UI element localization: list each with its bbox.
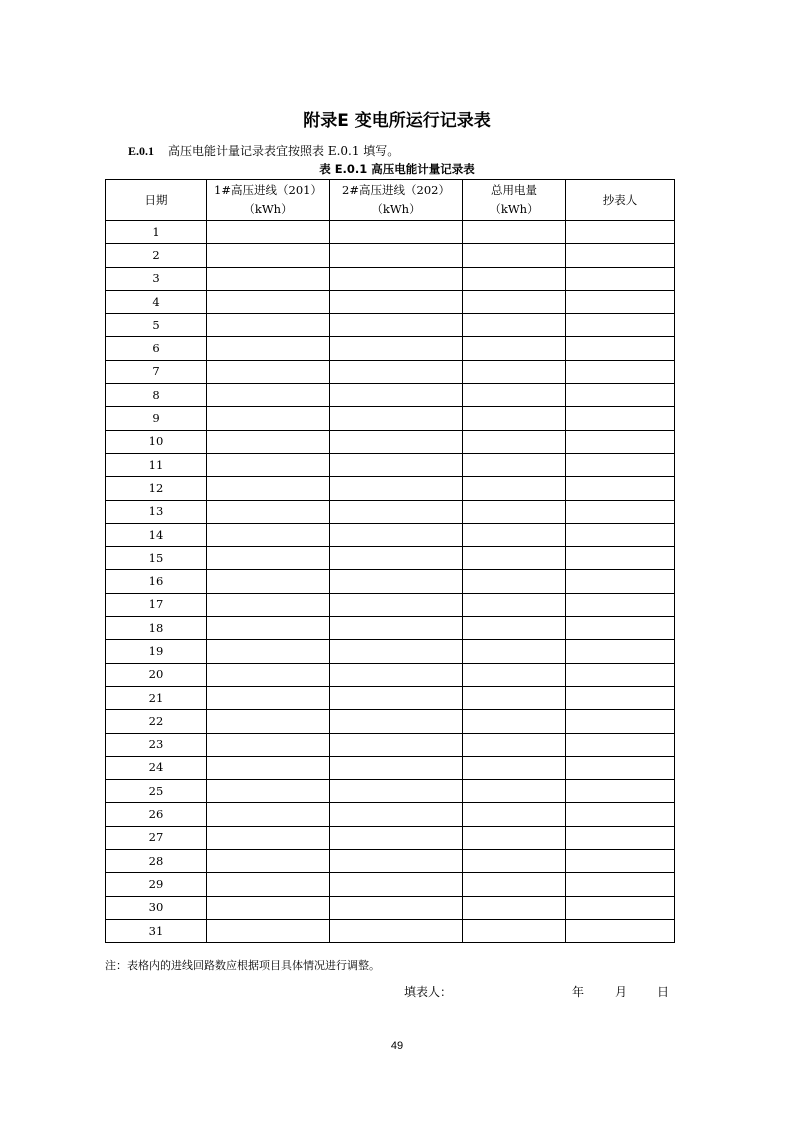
- table-row: [106, 710, 675, 733]
- table-header-row: [106, 180, 675, 221]
- reader-cell[interactable]: [566, 523, 675, 546]
- line2-cell[interactable]: [330, 640, 463, 663]
- total-cell[interactable]: [463, 919, 566, 942]
- table-row: [106, 221, 675, 244]
- table-row: [106, 453, 675, 476]
- line2-cell[interactable]: [330, 803, 463, 826]
- total-cell[interactable]: [463, 337, 566, 360]
- total-cell[interactable]: [463, 780, 566, 803]
- line1-cell[interactable]: [207, 826, 330, 849]
- reader-cell[interactable]: [566, 640, 675, 663]
- page-title: 附录E 变电所运行记录表: [303, 111, 491, 131]
- line1-cell[interactable]: [207, 617, 330, 640]
- table-row: [106, 244, 675, 267]
- day-cell: 27: [106, 826, 207, 849]
- table-row: [106, 686, 675, 709]
- line1-cell[interactable]: [207, 523, 330, 546]
- line1-cell[interactable]: [207, 477, 330, 500]
- line2-cell[interactable]: [330, 570, 463, 593]
- line2-cell[interactable]: [330, 523, 463, 546]
- total-cell[interactable]: [463, 593, 566, 616]
- total-cell[interactable]: [463, 873, 566, 896]
- table-row: [106, 780, 675, 803]
- line1-cell[interactable]: [207, 686, 330, 709]
- line1-cell[interactable]: [207, 407, 330, 430]
- day-cell: 1: [106, 221, 207, 244]
- total-cell[interactable]: [463, 221, 566, 244]
- reader-cell[interactable]: [566, 826, 675, 849]
- line1-cell[interactable]: [207, 640, 330, 663]
- day-cell: 18: [106, 617, 207, 640]
- table-row: [106, 500, 675, 523]
- line1-cell[interactable]: [207, 337, 330, 360]
- year-label: 年: [572, 985, 585, 999]
- reader-cell[interactable]: [566, 547, 675, 570]
- line1-cell[interactable]: [207, 314, 330, 337]
- line1-cell[interactable]: [207, 593, 330, 616]
- line2-cell[interactable]: [330, 314, 463, 337]
- total-cell[interactable]: [463, 430, 566, 453]
- table-row: [106, 850, 675, 873]
- reader-cell[interactable]: [566, 453, 675, 476]
- day-cell: 7: [106, 360, 207, 383]
- line1-cell[interactable]: [207, 733, 330, 756]
- reader-cell[interactable]: [566, 314, 675, 337]
- header-reader: 抄表人: [566, 180, 675, 221]
- day-cell: 6: [106, 337, 207, 360]
- day-cell: 16: [106, 570, 207, 593]
- total-cell[interactable]: [463, 570, 566, 593]
- page-number: 49: [390, 1040, 404, 1052]
- line1-cell[interactable]: [207, 710, 330, 733]
- reader-cell[interactable]: [566, 290, 675, 313]
- line2-cell[interactable]: [330, 384, 463, 407]
- line2-cell[interactable]: [330, 733, 463, 756]
- table-row: [106, 640, 675, 663]
- line2-cell[interactable]: [330, 780, 463, 803]
- reader-cell[interactable]: [566, 710, 675, 733]
- clause-paragraph: [128, 142, 399, 159]
- line2-cell[interactable]: [330, 593, 463, 616]
- line1-cell[interactable]: [207, 430, 330, 453]
- reader-cell[interactable]: [566, 593, 675, 616]
- line2-cell[interactable]: [330, 407, 463, 430]
- filler-label: 填表人：: [404, 985, 453, 999]
- table-row: [106, 663, 675, 686]
- table-row: [106, 407, 675, 430]
- table-row: [106, 896, 675, 919]
- total-cell[interactable]: [463, 384, 566, 407]
- table-row: [106, 803, 675, 826]
- day-cell: 2: [106, 244, 207, 267]
- line1-cell[interactable]: [207, 267, 330, 290]
- day-cell: 24: [106, 756, 207, 779]
- total-cell[interactable]: [463, 290, 566, 313]
- line1-cell[interactable]: [207, 221, 330, 244]
- line2-cell[interactable]: [330, 477, 463, 500]
- total-cell[interactable]: [463, 523, 566, 546]
- table-row: [106, 617, 675, 640]
- line1-cell[interactable]: [207, 873, 330, 896]
- total-cell[interactable]: [463, 896, 566, 919]
- line2-cell[interactable]: [330, 617, 463, 640]
- line2-cell[interactable]: [330, 453, 463, 476]
- table-row: [106, 267, 675, 290]
- day-cell: 8: [106, 384, 207, 407]
- total-cell[interactable]: [463, 850, 566, 873]
- table-row: [106, 570, 675, 593]
- reader-cell[interactable]: [566, 617, 675, 640]
- line1-cell[interactable]: [207, 919, 330, 942]
- table-row: [106, 337, 675, 360]
- reader-cell[interactable]: [566, 756, 675, 779]
- day-cell: 9: [106, 407, 207, 430]
- line2-cell[interactable]: [330, 710, 463, 733]
- line2-cell[interactable]: [330, 430, 463, 453]
- table-row: [106, 430, 675, 453]
- table-row: [106, 733, 675, 756]
- line1-cell[interactable]: [207, 500, 330, 523]
- table-row: [106, 523, 675, 546]
- total-cell[interactable]: [463, 803, 566, 826]
- day-cell: 25: [106, 780, 207, 803]
- total-cell[interactable]: [463, 314, 566, 337]
- line2-cell[interactable]: [330, 756, 463, 779]
- line2-cell[interactable]: [330, 663, 463, 686]
- reader-cell[interactable]: [566, 570, 675, 593]
- total-cell[interactable]: [463, 640, 566, 663]
- reader-cell[interactable]: [566, 430, 675, 453]
- day-cell: 3: [106, 267, 207, 290]
- clause-number: E.0.1: [128, 144, 155, 158]
- day-cell: 29: [106, 873, 207, 896]
- total-cell[interactable]: [463, 244, 566, 267]
- line2-cell[interactable]: [330, 500, 463, 523]
- energy-metering-table: [105, 179, 675, 943]
- header-incoming-line-2: 2#高压进线（202） （kWh）: [330, 180, 463, 221]
- table-row: [106, 547, 675, 570]
- reader-cell[interactable]: [566, 733, 675, 756]
- line1-cell[interactable]: [207, 384, 330, 407]
- table-row: [106, 873, 675, 896]
- reader-cell[interactable]: [566, 384, 675, 407]
- line1-cell[interactable]: [207, 244, 330, 267]
- reader-cell[interactable]: [566, 267, 675, 290]
- line2-cell[interactable]: [330, 337, 463, 360]
- line1-cell[interactable]: [207, 756, 330, 779]
- reader-cell[interactable]: [566, 780, 675, 803]
- table-row: [106, 477, 675, 500]
- day-cell: 28: [106, 850, 207, 873]
- day-cell: 4: [106, 290, 207, 313]
- total-cell[interactable]: [463, 267, 566, 290]
- line2-cell[interactable]: [330, 290, 463, 313]
- total-cell[interactable]: [463, 617, 566, 640]
- line2-cell[interactable]: [330, 360, 463, 383]
- total-cell[interactable]: [463, 756, 566, 779]
- day-cell: 15: [106, 547, 207, 570]
- line1-cell[interactable]: [207, 780, 330, 803]
- line1-cell[interactable]: [207, 453, 330, 476]
- header-date: 日期: [106, 180, 207, 221]
- table-row: [106, 826, 675, 849]
- day-cell: 26: [106, 803, 207, 826]
- day-label: 日: [657, 985, 670, 999]
- total-cell[interactable]: [463, 407, 566, 430]
- total-cell[interactable]: [463, 453, 566, 476]
- day-cell: 31: [106, 919, 207, 942]
- line2-cell[interactable]: [330, 547, 463, 570]
- line2-cell[interactable]: [330, 850, 463, 873]
- line2-cell[interactable]: [330, 896, 463, 919]
- reader-cell[interactable]: [566, 244, 675, 267]
- line1-cell[interactable]: [207, 803, 330, 826]
- reader-cell[interactable]: [566, 360, 675, 383]
- table-row: [106, 360, 675, 383]
- reader-cell[interactable]: [566, 873, 675, 896]
- day-cell: 21: [106, 686, 207, 709]
- header-incoming-line-1: 1#高压进线（201） （kWh）: [207, 180, 330, 221]
- reader-cell[interactable]: [566, 896, 675, 919]
- day-cell: 13: [106, 500, 207, 523]
- day-cell: 23: [106, 733, 207, 756]
- day-cell: 19: [106, 640, 207, 663]
- table-row: [106, 593, 675, 616]
- reader-cell[interactable]: [566, 500, 675, 523]
- line2-cell[interactable]: [330, 686, 463, 709]
- reader-cell[interactable]: [566, 337, 675, 360]
- reader-cell[interactable]: [566, 919, 675, 942]
- table-caption: 表 E.0.1 高压电能计量记录表: [319, 162, 475, 176]
- line1-cell[interactable]: [207, 547, 330, 570]
- line1-cell[interactable]: [207, 290, 330, 313]
- reader-cell[interactable]: [566, 663, 675, 686]
- reader-cell[interactable]: [566, 221, 675, 244]
- day-cell: 14: [106, 523, 207, 546]
- total-cell[interactable]: [463, 360, 566, 383]
- day-cell: 11: [106, 453, 207, 476]
- reader-cell[interactable]: [566, 850, 675, 873]
- table-row: [106, 919, 675, 942]
- line1-cell[interactable]: [207, 360, 330, 383]
- table-note: 注：表格内的进线回路数应根据项目具体情况进行调整。: [105, 959, 380, 972]
- line2-cell[interactable]: [330, 826, 463, 849]
- day-cell: 20: [106, 663, 207, 686]
- line2-cell[interactable]: [330, 919, 463, 942]
- total-cell[interactable]: [463, 733, 566, 756]
- total-cell[interactable]: [463, 710, 566, 733]
- line2-cell[interactable]: [330, 267, 463, 290]
- total-cell[interactable]: [463, 547, 566, 570]
- table-row: [106, 756, 675, 779]
- month-label: 月: [615, 985, 628, 999]
- total-cell[interactable]: [463, 500, 566, 523]
- day-cell: 5: [106, 314, 207, 337]
- day-cell: 17: [106, 593, 207, 616]
- day-cell: 10: [106, 430, 207, 453]
- line1-cell[interactable]: [207, 850, 330, 873]
- day-cell: 22: [106, 710, 207, 733]
- total-cell[interactable]: [463, 477, 566, 500]
- line2-cell[interactable]: [330, 244, 463, 267]
- table-row: [106, 384, 675, 407]
- clause-text: 高压电能计量记录表宜按照表 E.0.1 填写。: [168, 144, 400, 158]
- table-row: [106, 314, 675, 337]
- line1-cell[interactable]: [207, 663, 330, 686]
- total-cell[interactable]: [463, 826, 566, 849]
- line1-cell[interactable]: [207, 570, 330, 593]
- header-total-consumption: 总用电量 （kWh）: [463, 180, 566, 221]
- total-cell[interactable]: [463, 663, 566, 686]
- reader-cell[interactable]: [566, 686, 675, 709]
- reader-cell[interactable]: [566, 477, 675, 500]
- day-cell: 30: [106, 896, 207, 919]
- table-row: [106, 290, 675, 313]
- line1-cell[interactable]: [207, 896, 330, 919]
- reader-cell[interactable]: [566, 803, 675, 826]
- line2-cell[interactable]: [330, 221, 463, 244]
- total-cell[interactable]: [463, 686, 566, 709]
- reader-cell[interactable]: [566, 407, 675, 430]
- day-cell: 12: [106, 477, 207, 500]
- line2-cell[interactable]: [330, 873, 463, 896]
